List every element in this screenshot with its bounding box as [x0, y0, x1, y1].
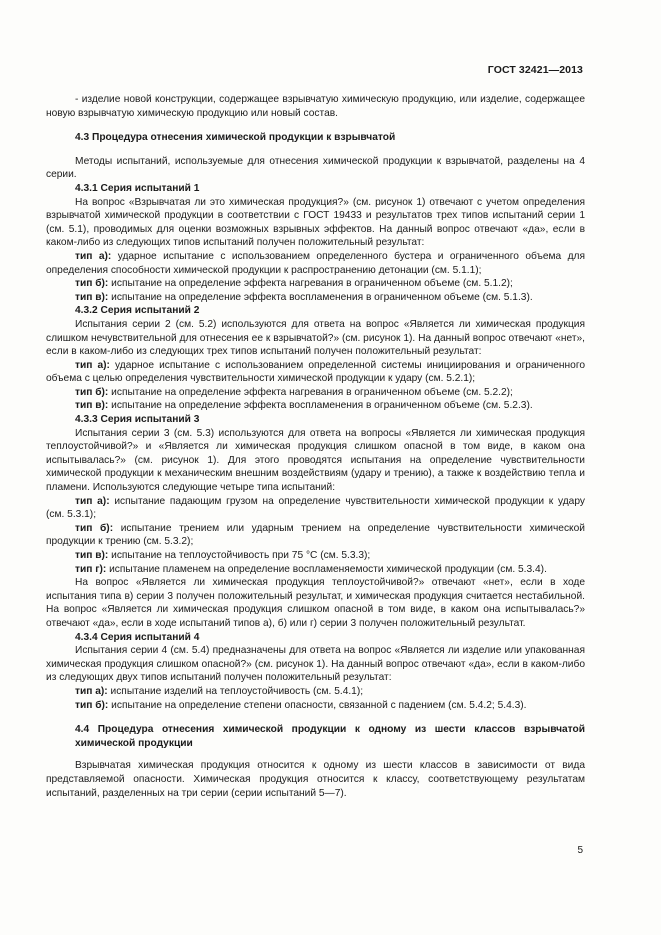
type-label: тип а): — [75, 250, 112, 262]
paragraph-series-3: Испытания серии 3 (см. 5.3) используются для ответа на вопросы «Является ли химическая продукция теплоустойчивой?» и «Является ли химическая продукция слишком опасной в том виде, в каком она испытывалась?» (см. рисунок 1). Для этого проводятся испытания на определение чувствительности химической продукции к механическим внешним воздействиям (удару и трению), а также к воздействию тепла и пламени. Используются следующие четыре типа испытаний: — [46, 427, 585, 494]
list-item-s2-type-c — [46, 399, 585, 413]
type-label: тип в): — [75, 291, 109, 303]
subsection-heading-4-3-2: 4.3.2 Серия испытаний 2 — [75, 305, 200, 317]
type-label: тип в): — [75, 400, 109, 412]
type-label: тип а): — [75, 495, 110, 507]
type-text: ударное испытание с использованием определенной системы инициирования и ограниченного объема с целью определения чувствительности химической продукции к удару (см. 5.2.1); — [46, 359, 585, 385]
list-item-s1-type-b — [46, 277, 585, 291]
list-item-s4-type-a — [46, 685, 585, 699]
type-text: испытание изделий на теплоустойчивость (см. 5.4.1); — [107, 685, 364, 697]
list-item-s3-type-d — [46, 563, 585, 577]
type-text: испытание на теплоустойчивость при 75 °С (см. 5.3.3); — [108, 550, 371, 561]
type-text: испытание трением или ударным трением на определение чувствительности химической продукции к трению (см. 5.3.2); — [46, 522, 585, 548]
subsection-heading-4-3-4: 4.3.4 Серия испытаний 4 — [75, 631, 200, 643]
list-item-s3-type-c — [46, 549, 585, 563]
type-label: тип а): — [75, 359, 110, 371]
type-label: тип а): — [75, 685, 108, 697]
paragraph-series-1: На вопрос «Взрывчатая ли это химическая продукция?» (см. рисунок 1) отвечают с учетом определения взрывчатой химической продукции в соответствии с ГОСТ 19433 и результатов трех типов испытаний серии 1 (см. 5.1), проводимых для оценки возможных взрывных эффектов. На данный вопрос отвечают «да», если в каком-либо из следующих типов испытаний получен положительный результат: — [46, 196, 585, 249]
paragraph-intro-item: - изделие новой конструкции, содержащее взрывчатую химическую продукцию, или изделие, содержащее новую взрывчатую химическую продукцию или новый состав. — [46, 94, 585, 119]
paragraph-classes: Взрывчатая химическая продукция относится к одному из шести классов в зависимости от вида представляемой опасности. Химическая продукция относится к классу, соответствующему результатам испытаний, разделенных на три серии (серии испытаний 5—7). — [46, 760, 585, 799]
type-text: испытание пламенем на определение воспламеняемости химической продукции (см. 5.3.4). — [106, 563, 547, 575]
type-text: испытание на определение эффекта воспламенения в ограниченном объеме (см. 5.2.3). — [108, 400, 533, 412]
paragraph-series-2: Испытания серии 2 (см. 5.2) используются для ответа на вопрос «Является ли химическая продукция слишком нечувствительной для отнесения ее к взрывчатой?» (см. рисунок 1). На данный вопрос отвечают «нет», если в каком-либо из следующих трех типов испытаний получен положительный результат: — [46, 318, 585, 358]
type-text: испытание на определение эффекта воспламенения в ограниченном объеме (см. 5.1.3). — [108, 291, 533, 303]
type-label: тип г): — [75, 563, 107, 575]
type-label: тип б): — [75, 522, 114, 534]
list-item-s2-type-b — [46, 386, 585, 400]
document-body — [46, 93, 585, 800]
list-item-s4-type-b — [46, 699, 585, 713]
type-text: испытание падающим грузом на определение чувствительности химической продукции к удару (см. 5.3.1); — [46, 495, 585, 521]
list-item-s2-type-a — [46, 359, 585, 386]
type-text: испытание на определение эффекта нагревания в ограниченном объеме (см. 5.1.2); — [108, 278, 513, 290]
page-number: 5 — [577, 845, 583, 856]
section-heading-4-4: 4.4 Процедура отнесения химической продукции к одному из шести классов взрывчатой химической продукции — [75, 724, 585, 749]
paragraph-methods: Методы испытаний, используемые для отнесения химической продукции к взрывчатой, разделены на 4 серии. — [46, 155, 585, 181]
type-label: тип в): — [75, 550, 109, 561]
type-label: тип б): — [75, 386, 109, 398]
paragraph-series-3-answers: На вопрос «Является ли химическая продукция теплоустойчивой?» отвечают «нет», если в ходе испытания типа в) серии 3 получен положительный результат, и химическая продукция считается нестабильной. На вопрос «Является ли химическая продукция слишком опасной в том виде, в каком она испытывалась?» отвечают «да», если в ходе испытаний типов а), б) или г) серии 3 получен положительный результат. — [46, 577, 585, 629]
document-code: ГОСТ 32421—2013 — [487, 64, 583, 76]
subsection-heading-4-3-3: 4.3.3 Серия испытаний 3 — [75, 414, 200, 426]
type-label: тип б): — [75, 699, 109, 711]
type-text: ударное испытание с использованием определенного бустера и ограниченного объема для определения способности химической продукции к распространению детонации (см. 5.1.1); — [46, 250, 586, 276]
type-text: испытание на определение степени опасности, связанной с падением (см. 5.4.2; 5.4.3). — [108, 699, 527, 711]
subsection-heading-4-3-1: 4.3.1 Серия испытаний 1 — [75, 182, 200, 194]
list-item-s3-type-b — [46, 522, 585, 549]
list-item-s1-type-c — [46, 291, 585, 305]
paragraph-series-4: Испытания серии 4 (см. 5.4) предназначены для ответа на вопрос «Является ли изделие или упакованная химическая продукция слишком опасной?» (см. рисунок 1). На данный вопрос отвечают «да», если в каком-либо из следующих двух типов испытаний получен положительный результат: — [46, 645, 585, 684]
section-heading-4-3: 4.3 Процедура отнесения химической продукции к взрывчатой — [75, 132, 396, 144]
type-label: тип б): — [75, 278, 109, 290]
list-item-s3-type-a — [46, 495, 585, 522]
type-text: испытание на определение эффекта нагревания в ограниченном объеме (см. 5.2.2); — [108, 386, 513, 398]
list-item-s1-type-a — [46, 250, 585, 277]
